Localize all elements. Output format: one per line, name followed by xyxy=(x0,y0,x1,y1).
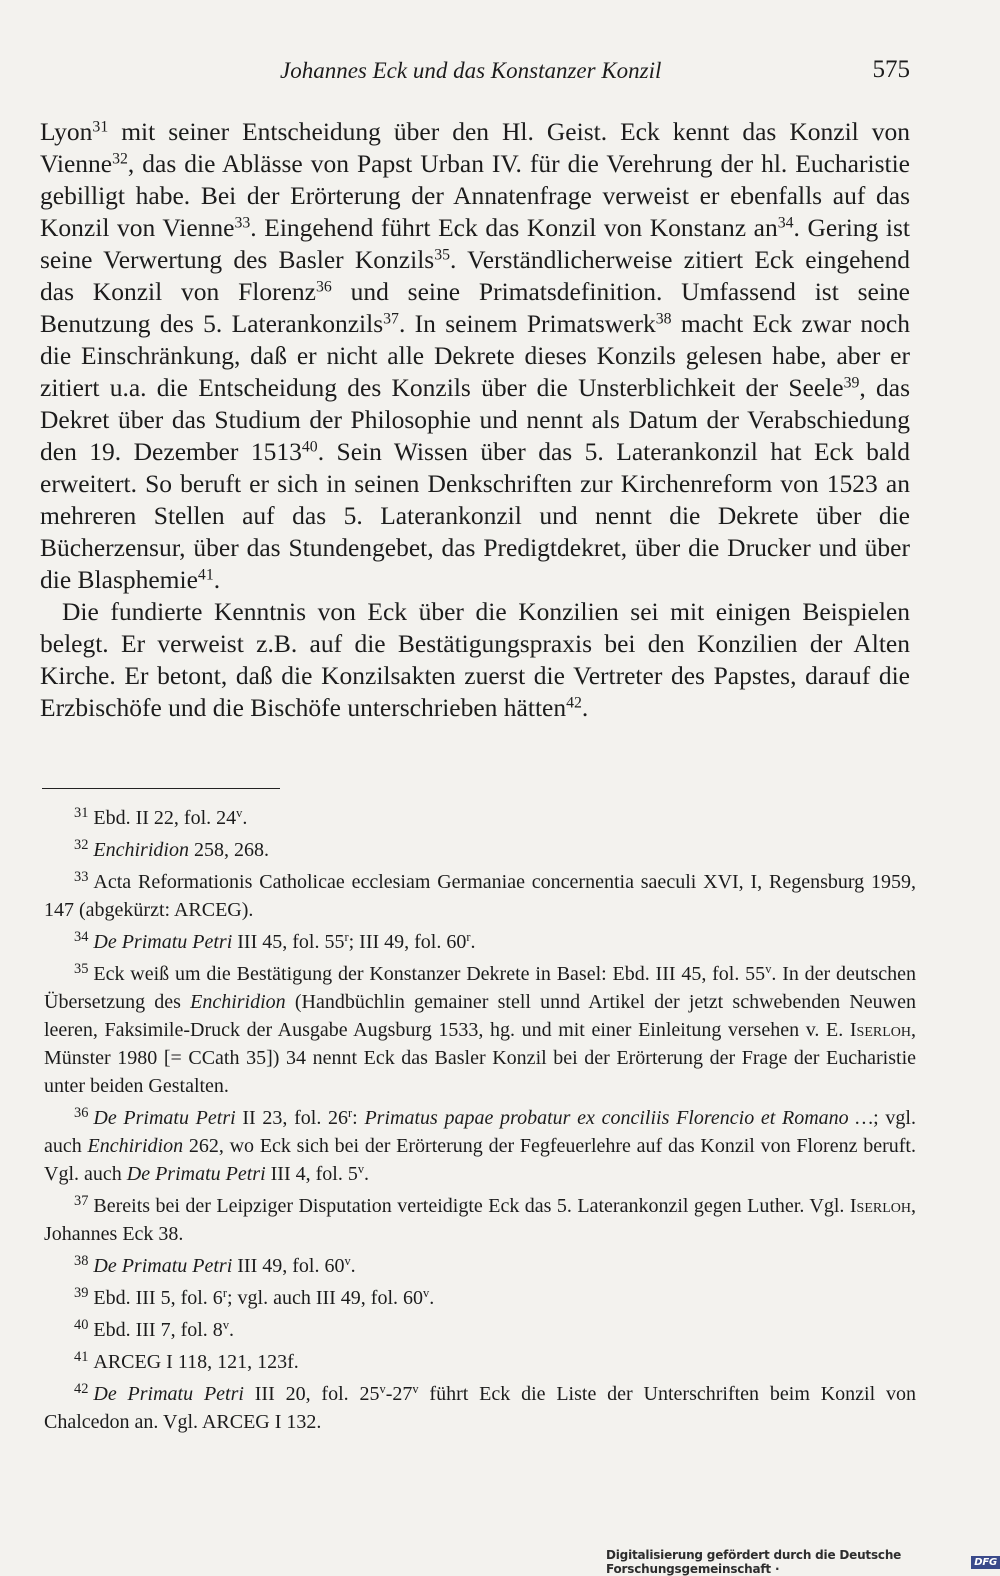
text-run: und seine Primatsdefinition. Umfassend ist seine Benutzung des 5. Laterankonzils xyxy=(40,277,910,338)
work-title: De Primatu Petri xyxy=(126,1163,266,1185)
text-run: . xyxy=(213,565,221,594)
text-run: III 45, fol. 55 xyxy=(232,931,345,953)
paragraph-2 xyxy=(40,596,910,724)
text-run: ; III 49, fol. 60 xyxy=(348,931,467,953)
footnote-33 xyxy=(44,868,916,924)
work-title: De Primatu Petri xyxy=(93,931,233,953)
work-title: De Primatu Petri xyxy=(93,1255,233,1277)
dfg-logo-icon: DFG xyxy=(971,1556,1000,1569)
footnote-number: 41 xyxy=(74,1348,89,1365)
text-run: Die fundierte Kenntnis von Eck über die Konzilien sei mit einigen Beispielen belegt. Er verweist z.B. auf die Bestätigungspraxis bei den Konzilien der Alten Kirche. Er betont, daß die Konzilsakten zuerst die Vertreter des Papstes, darauf die Erzbischöfe und die Bischöfe unterschrieben hätten xyxy=(40,597,910,722)
footnote-ref-41: 41 xyxy=(197,566,214,584)
footnote-36 xyxy=(44,1104,916,1188)
text-run: Acta Reformationis Catholicae ecclesiam Germaniae concernentia saeculi XVI, I, Regensburg 1959, 147 (abgekürzt: ARCEG). xyxy=(44,871,916,921)
author-name: Iserloh xyxy=(849,1019,911,1041)
text-run: macht Eck zwar noch die Einschränkung, daß er nicht alle Dekrete dieses Konzils gelesen habe, aber er zitiert u.a. die Entscheidung des Konzils über die Unsterblichkeit der Seele xyxy=(40,309,910,402)
footnote-number: 31 xyxy=(74,804,89,821)
text-run: ; vgl. auch xyxy=(44,1107,916,1157)
folio-side: v xyxy=(222,1318,230,1333)
credit-text: Digitalisierung gefördert durch die Deutsche Forschungsgemeinschaft · xyxy=(606,1548,902,1576)
footnote-ref-36: 36 xyxy=(316,278,332,296)
footnote-ref-32: 32 xyxy=(112,150,128,168)
footnote-number: 32 xyxy=(74,836,89,853)
footnote-34 xyxy=(44,928,916,956)
footnote-number: 33 xyxy=(74,868,89,885)
footnote-ref-33: 33 xyxy=(234,214,251,232)
text-run: , das Dekret über das Studium der Philosophie und nennt als Datum der Verabschiedung den 19. Dezember 1513 xyxy=(40,373,910,466)
author-name: Iserloh xyxy=(849,1195,911,1217)
footnote-40 xyxy=(44,1316,916,1344)
footnote-ref-38: 38 xyxy=(655,310,672,328)
folio-side: v xyxy=(236,806,243,821)
footnote-number: 39 xyxy=(74,1284,89,1301)
text-run: , Johannes Eck 38. xyxy=(44,1195,916,1245)
footnote-number: 42 xyxy=(74,1380,89,1397)
text-run: . xyxy=(229,1319,235,1341)
text-run: . xyxy=(364,1163,370,1185)
text-run: ; vgl. auch III 49, fol. 60 xyxy=(226,1287,424,1309)
footnote-ref-31: 31 xyxy=(92,118,109,136)
text-run: 258, 268. xyxy=(188,839,269,861)
text-run: , Münster 1980 [= CCath 35]) 34 nennt Eck das Basler Konzil bei der Erörterung der Frage der Eucharistie unter beiden Gestalten. xyxy=(44,1019,916,1097)
folio-side: v xyxy=(423,1286,430,1301)
text-run: Ebd. III 5, fol. 6 xyxy=(93,1287,223,1309)
footnote-35 xyxy=(44,960,916,1100)
footnote-38 xyxy=(44,1252,916,1280)
folio-side: v xyxy=(412,1382,419,1397)
text-run: . xyxy=(350,1255,356,1277)
footnote-number: 37 xyxy=(74,1192,89,1209)
text-run: . xyxy=(470,931,476,953)
text-run: III 20, fol. 25 xyxy=(243,1383,380,1405)
footnote-ref-37: 37 xyxy=(383,310,399,328)
folio-side: r xyxy=(348,1106,353,1121)
text-run: Ebd. III 7, fol. 8 xyxy=(93,1319,223,1341)
folio-side: r xyxy=(344,930,349,945)
folio-side: r xyxy=(222,1286,227,1301)
running-title: Johannes Eck und das Konstanzer Konzil xyxy=(280,58,662,83)
footnote-37 xyxy=(44,1192,916,1248)
folio-side: r xyxy=(466,930,471,945)
text-run: . xyxy=(429,1287,435,1309)
text-run: . Sein Wissen über das 5. Laterankonzil hat Eck bald erweitert. So beruft er sich in seinen Denkschriften zur Kirchenreform von 1523 an mehreren Stellen auf das 5. Laterankonzil und nennt die Dekrete über die Bücherzensur, über das Stundengebet, das Predigtdekret, über die Drucker und über die Blasphemie xyxy=(40,437,910,594)
quotation: Primatus papae probatur ex conciliis Florencio et Romano … xyxy=(364,1107,874,1129)
footnote-41 xyxy=(44,1348,916,1376)
paragraph-1 xyxy=(40,116,910,596)
text-run: Lyon xyxy=(40,117,93,146)
footnote-separator xyxy=(42,788,280,789)
text-run: . Eingehend führt Eck das Konzil von Konstanz an xyxy=(250,213,778,242)
footnote-ref-39: 39 xyxy=(843,374,860,392)
text-run: . In der deutschen Übersetzung des xyxy=(44,963,917,1013)
footnote-ref-40: 40 xyxy=(301,438,318,456)
text-run: . xyxy=(242,807,248,829)
folio-side: v xyxy=(357,1162,365,1177)
footnotes xyxy=(44,804,916,1440)
footnote-number: 38 xyxy=(74,1252,89,1269)
text-run: mit seiner Entscheidung über den Hl. Geist. Eck kennt das Konzil von Vienne xyxy=(40,117,910,178)
text-run: . Verständlicherweise zitiert Eck eingehend das Konzil von Florenz xyxy=(40,245,910,306)
text-run: II 23, fol. 26 xyxy=(235,1107,349,1129)
footnote-number: 36 xyxy=(74,1104,89,1121)
footnote-number: 34 xyxy=(74,928,89,945)
text-run: ARCEG I 118, 121, 123f. xyxy=(93,1351,299,1373)
folio-side: v xyxy=(344,1254,351,1269)
footnote-ref-35: 35 xyxy=(434,246,450,264)
footnote-ref-34: 34 xyxy=(777,214,794,232)
work-title: De Primatu Petri xyxy=(93,1107,236,1129)
footnote-39 xyxy=(44,1284,916,1312)
folio-side: v xyxy=(765,962,772,977)
text-run: . Gering ist seine Verwertung des Basler Konzils xyxy=(40,213,911,274)
work-title: Enchiridion xyxy=(87,1135,184,1157)
work-title: Enchiridion xyxy=(190,991,286,1013)
text-run: führt Eck die Liste der Unterschriften beim Konzil von Chalcedon an. Vgl. ARCEG I 132. xyxy=(44,1383,916,1433)
main-text xyxy=(40,116,910,724)
text-run: III 49, fol. 60 xyxy=(232,1255,345,1277)
text-run: (Handbüchlin gemainer stell unnd Artikel der jetzt schwebenden Neuwen leeren, Faksimile-Druck der Ausgabe Augsburg 1533, hg. und mit einer Einleitung versehen v. E. xyxy=(44,991,916,1041)
text-run: : xyxy=(352,1107,365,1129)
footnote-number: 35 xyxy=(74,960,89,977)
text-run: -27 xyxy=(385,1383,413,1405)
work-title: De Primatu Petri xyxy=(93,1383,244,1405)
folio-side: v xyxy=(379,1382,386,1397)
text-run: III 4, fol. 5 xyxy=(265,1163,358,1185)
text-run: , das die Ablässe von Papst Urban IV. für die Verehrung der hl. Eucharistie gebilligt habe. Bei der Erörterung der Annatenfrage verweist er ebenfalls auf das Konzil von Vienne xyxy=(40,149,910,242)
text-run: . xyxy=(581,693,589,722)
running-header xyxy=(40,58,910,94)
digitization-credit xyxy=(606,1548,1000,1576)
footnote-31 xyxy=(44,804,916,832)
text-run: Ebd. II 22, fol. 24 xyxy=(93,807,237,829)
footnote-number: 40 xyxy=(74,1316,89,1333)
text-run: . In seinem Primatswerk xyxy=(398,309,656,338)
footnote-ref-42: 42 xyxy=(566,694,582,712)
text-run: Eck weiß um die Bestätigung der Konstanzer Dekrete in Basel: Ebd. III 45, fol. 55 xyxy=(93,963,766,985)
text-run: 262, wo Eck sich bei der Erörterung der Fegfeuerlehre auf das Konzil von Florenz beruft. Vgl. auch xyxy=(44,1135,916,1185)
footnote-32 xyxy=(44,836,916,864)
page-number: 575 xyxy=(872,56,910,83)
work-title: Enchiridion xyxy=(93,839,189,861)
footnote-42 xyxy=(44,1380,916,1436)
text-run: Bereits bei der Leipziger Disputation verteidigte Eck das 5. Laterankonzil gegen Luther. Vgl. xyxy=(93,1195,850,1217)
